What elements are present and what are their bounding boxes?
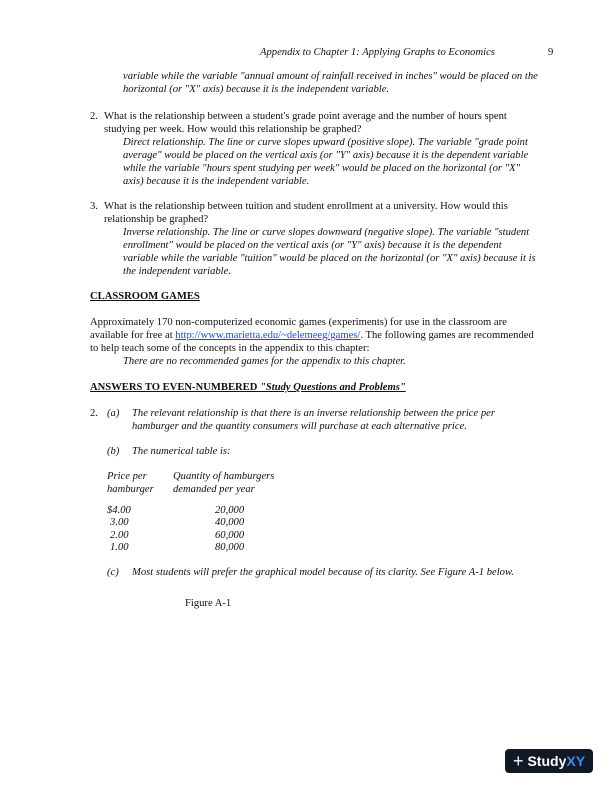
table-cell-price: 1.00 <box>110 542 129 553</box>
question-text: studying per week. How would this relationship be graphed? <box>104 124 362 135</box>
answer-text: enrollment" would be placed on the vertical axis (or "Y" axis) because it is the dependent <box>123 240 502 251</box>
part-a-text: hamburger and the quantity consumers will purchase at each alternative price. <box>132 421 467 432</box>
continuation-line: variable while the variable "annual amount of rainfall received in inches" would be placed on the <box>123 71 538 82</box>
games-note: There are no recommended games for the appendix to this chapter. <box>123 356 406 367</box>
paragraph-line: to help teach some of the concepts in the appendix to this chapter: <box>90 343 370 354</box>
part-b-text: The numerical table is: <box>132 446 231 457</box>
question-number: 2. <box>90 111 98 122</box>
answer-text: average" would be placed on the vertical axis (or "Y" axis) because it is the dependent variable <box>123 150 529 161</box>
question-text: relationship be graphed? <box>104 214 209 225</box>
answers-heading-italic: "Study Questions and Problems" <box>260 382 406 393</box>
answer-text: axis) because it is the independent variable. <box>123 176 310 187</box>
table-cell-quantity: 80,000 <box>215 542 245 553</box>
table-cell-price: 3.00 <box>110 517 129 528</box>
part-label: (c) <box>107 567 119 578</box>
answer-text: Inverse relationship. The line or curve slopes downward (negative slope). The variable "student <box>123 227 530 238</box>
table-header-quantity: Quantity of hamburgers demanded per year <box>173 471 275 495</box>
answer-number: 2. <box>90 408 98 419</box>
plus-icon: + <box>512 750 524 771</box>
section-heading-answers <box>90 381 406 394</box>
question-text: What is the relationship between a student's grade point average and the number of hours spent <box>104 111 507 122</box>
part-label: (a) <box>107 408 120 419</box>
table-cell-quantity: 60,000 <box>215 530 245 541</box>
table-cell-quantity: 20,000 <box>215 505 245 516</box>
part-label: (b) <box>107 446 120 457</box>
table-header-price: Price per hamburger <box>107 471 154 495</box>
question-number: 3. <box>90 201 98 212</box>
section-heading-classroom-games: CLASSROOM GAMES <box>90 291 200 302</box>
table-cell-quantity: 40,000 <box>215 517 245 528</box>
studyxy-logo <box>505 749 593 773</box>
paragraph-line <box>90 329 550 342</box>
page-header <box>260 46 560 59</box>
header-title: Appendix to Chapter 1: Applying Graphs to Economics <box>260 47 495 58</box>
continuation-line: horizontal (or "X" axis) because it is the independent variable. <box>123 84 390 95</box>
page-number: 9 <box>548 47 554 58</box>
answers-heading-text: ANSWERS TO EVEN-NUMBERED <box>90 382 261 393</box>
table-cell-price: $4.00 <box>107 505 131 516</box>
part-a-text: The relevant relationship is that there is an inverse relationship between the price per <box>132 408 495 419</box>
paragraph-line: Approximately 170 non-computerized economic games (experiments) for use in the classroom are <box>90 317 507 328</box>
paragraph-text: available for free at <box>90 330 176 341</box>
part-c-text: Most students will prefer the graphical model because of its clarity. See Figure A-1 below. <box>132 567 514 578</box>
games-link[interactable]: http://www.marietta.edu/~delemeeg/games/ <box>175 330 361 341</box>
table-cell-price: 2.00 <box>110 530 129 541</box>
paragraph-text: . The following games are recommended <box>360 330 534 341</box>
answer-text: variable while the variable "tuition" would be placed on the horizontal (or "X" axis) because it is <box>123 253 536 264</box>
answer-text: the independent variable. <box>123 266 231 277</box>
answer-text: Direct relationship. The line or curve slopes upward (positive slope). The variable "grade point <box>123 137 528 148</box>
logo-text: StudyXY <box>527 752 586 769</box>
answer-text: while the variable "hours spent studying per week" would be placed on the horizontal (or "X" <box>123 163 521 174</box>
figure-caption: Figure A-1 <box>185 598 232 609</box>
question-text: What is the relationship between tuition and student enrollment at a university. How would this <box>104 201 508 212</box>
